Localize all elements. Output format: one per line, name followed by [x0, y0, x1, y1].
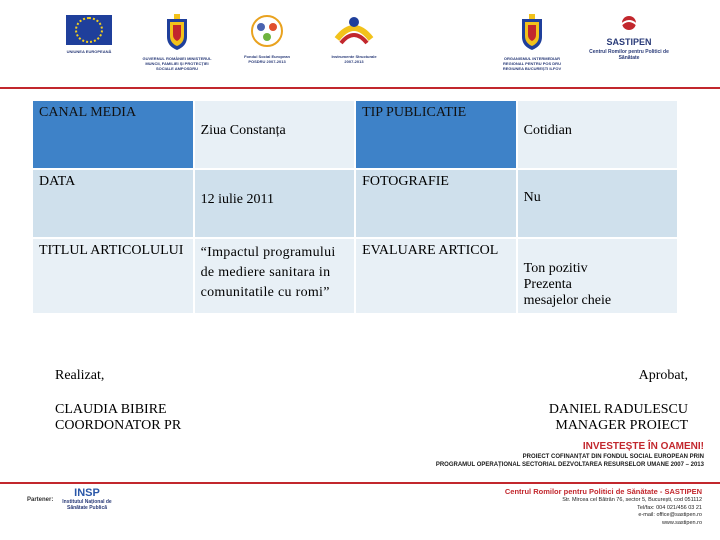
value-data: 12 iulie 2011 — [195, 170, 354, 237]
structural-instruments-caption: Instrumente Structurale 2007-2013 — [331, 54, 377, 64]
value-fotografie: Nu — [518, 170, 677, 237]
contact-org: Centrul Romilor pentru Politici de Sănătate - SASTIPEN — [504, 487, 702, 496]
signature-heading: Aprobat, — [638, 368, 688, 383]
signature-left — [55, 368, 181, 434]
eu-flag-icon — [66, 15, 112, 45]
label-evaluare-articol: EVALUARE ARTICOL — [356, 239, 516, 313]
table-row — [33, 170, 677, 237]
fse-logo — [238, 13, 296, 64]
signature-name: CLAUDIA BIBIRE — [55, 402, 167, 417]
footer-slogan: INVESTEȘTE ÎN OAMENI! — [582, 441, 704, 452]
value-titlul-articolului: “Impactul programului de mediere sanitara in comunitatile cu romi” — [195, 239, 354, 313]
intermediate-body-caption: ORGANISMUL INTERMEDIAR REGIONAL PENTRU POS DRU REGIUNEA BUCUREȘTI ILFOV — [502, 56, 562, 71]
label-tip-publicatie: TIP PUBLICATIE — [356, 101, 516, 168]
table-row — [33, 239, 677, 313]
media-report-table — [31, 99, 679, 315]
footer-divider — [0, 482, 720, 484]
signature-role: COORDONATOR PR — [55, 418, 182, 433]
value-tip-publicatie: Cotidian — [518, 101, 677, 168]
structural-instruments-logo — [326, 13, 382, 64]
value-evaluare-articol — [518, 239, 677, 313]
sastipen-caption: Centrul Romilor pentru Politici de Sănătate — [589, 49, 669, 61]
eu-logo-caption: UNIUNEA EUROPEANĂ — [66, 49, 112, 54]
contact-block — [440, 487, 702, 527]
coat-of-arms-icon — [519, 13, 545, 51]
header-divider — [0, 87, 720, 89]
contact-web: www.sastipen.ro — [661, 519, 702, 526]
label-titlul-articolului: TITLUL ARTICOLULUI — [33, 239, 193, 313]
signature-role: MANAGER PROIECT — [555, 418, 688, 433]
fse-logo-icon — [247, 13, 287, 49]
evaluare-line: Ton pozitiv — [523, 261, 588, 276]
signature-name: DANIEL RADULESCU — [548, 402, 688, 417]
eu-logo — [58, 15, 120, 54]
table-row — [33, 101, 677, 168]
fse-logo-caption: Fondul Social European POSDRU 2007-2013 — [244, 54, 290, 64]
footer-slogan-block — [404, 441, 704, 469]
label-fotografie: FOTOGRAFIE — [356, 170, 516, 237]
value-canal-media: Ziua Constanța — [195, 101, 354, 168]
footer-line: PROGRAMUL OPERAȚIONAL SECTORIAL DEZVOLTAREA RESURSELOR UMANE 2007 – 2013 — [435, 462, 704, 468]
structural-instruments-icon — [333, 13, 375, 49]
sastipen-logo — [584, 14, 674, 61]
insp-caption: Institutul Național de Sănătate Publică — [62, 499, 112, 511]
evaluare-line: Prezenta — [523, 277, 572, 292]
contact-address: Str. Mircea cel Bătrân 76, sector 5, București, cod 051112 — [562, 497, 702, 503]
government-logo — [140, 13, 214, 71]
sastipen-brand: SASTIPEN — [606, 37, 652, 47]
government-logo-caption: GUVERNUL ROMÂNIEI MINISTERUL MUNCII, FAMILIEI ȘI PROTECȚIEI SOCIALE AMPOSDRU — [142, 56, 212, 71]
insp-mark: INSP — [74, 487, 100, 499]
partner-label: Partener: — [27, 497, 54, 503]
coat-of-arms-icon — [164, 13, 190, 51]
signature-heading: Realizat, — [55, 368, 105, 383]
footer-line: PROIECT COFINANȚAT DIN FONDUL SOCIAL EUROPEAN PRIN — [522, 454, 704, 460]
contact-email: e-mail: office@sastipen.ro — [638, 512, 702, 518]
contact-phone: Tel/fax: 004 021/456 03 21 — [637, 504, 702, 511]
label-canal-media: CANAL MEDIA — [33, 101, 193, 168]
signature-right — [549, 368, 688, 434]
evaluare-line: mesajelor cheie — [523, 293, 612, 308]
label-data: DATA — [33, 170, 193, 237]
insp-logo — [58, 487, 116, 511]
intermediate-body-logo — [494, 13, 570, 71]
